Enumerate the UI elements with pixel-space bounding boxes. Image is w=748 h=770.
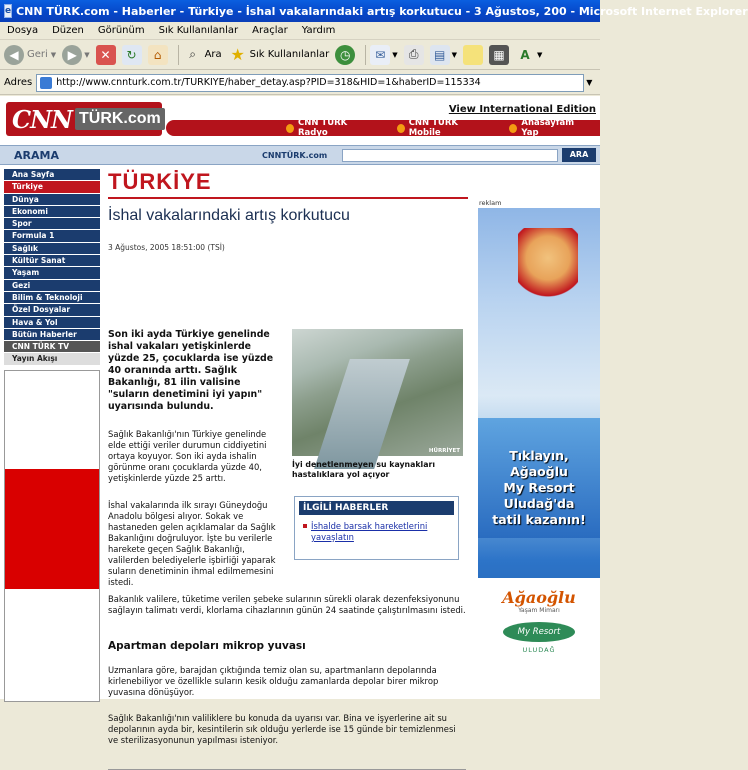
refresh-button[interactable] bbox=[122, 45, 142, 65]
home-button[interactable] bbox=[148, 45, 168, 65]
print-button[interactable] bbox=[404, 45, 424, 65]
nav-hava-yol[interactable]: Hava & Yol bbox=[4, 317, 100, 329]
research-icon: ▦ bbox=[489, 45, 509, 65]
ie-icon: e bbox=[5, 6, 12, 16]
search-domain-label: CNNTÜRK.com bbox=[262, 150, 328, 160]
ad-text-line: Tıklayın, bbox=[509, 448, 569, 463]
mail-button[interactable] bbox=[370, 45, 397, 65]
nav-ekonomi[interactable]: Ekonomi bbox=[4, 206, 100, 218]
ad-logo-area bbox=[478, 578, 600, 678]
ad-resort-badge: My Resort bbox=[503, 622, 575, 642]
home-icon: ⌂ bbox=[148, 45, 168, 65]
section-divider bbox=[108, 197, 468, 199]
edit-page-icon: ▤ bbox=[430, 45, 450, 65]
discuss-button[interactable] bbox=[463, 45, 483, 65]
site-search-button[interactable]: ARA bbox=[562, 148, 596, 162]
logo-cnn-text: CNN bbox=[12, 104, 72, 134]
article-paragraph-1: Sağlık Bakanlığı'nın Türkiye genelinde elde ettiği veriler durumun ciddiyetini ortaya koyuyor. Son iki ayda ishalin görünme oranı çocuklarda yüzde 40, yetişkinlerde yüzde 25 arttı. bbox=[108, 429, 267, 483]
address-input[interactable] bbox=[36, 74, 584, 92]
messenger-button[interactable] bbox=[515, 45, 542, 65]
ad-text-line: tatil kazanın! bbox=[492, 512, 586, 527]
mail-dropdown-icon[interactable]: ▼ bbox=[392, 50, 398, 59]
history-icon: ◷ bbox=[335, 45, 355, 65]
article-paragraph-2: İshal vakalarında ilk sırayı Güneydoğu Anadolu bölgesi alıyor. Sokak ve hastaneden gelen açıklamalar da Sağlık Bakanlığını doğruluyor. İşte bu verilerle harekete geçen Sağlık Bakanlığı, valilerden belediyelerle işbirliği yaparak suların denetiminin ihmal edilmemesini istedi. bbox=[108, 500, 276, 587]
star-icon: ★ bbox=[230, 45, 245, 64]
radio-icon bbox=[286, 124, 294, 133]
search-icon: ⌕ bbox=[189, 47, 196, 61]
menu-view[interactable]: Görünüm bbox=[97, 25, 145, 36]
menu-tools[interactable]: Araçlar bbox=[252, 25, 288, 36]
search-title: ARAMA bbox=[14, 148, 59, 162]
favorites-button[interactable] bbox=[228, 45, 330, 65]
nav-saglik[interactable]: Sağlık bbox=[4, 243, 100, 255]
browser-toolbar bbox=[0, 40, 600, 70]
menu-favorites[interactable]: Sık Kullanılanlar bbox=[158, 25, 239, 36]
radio-link[interactable] bbox=[286, 118, 371, 138]
left-banner-ad[interactable] bbox=[4, 370, 100, 702]
radio-label: CNN TÜRK Radyo bbox=[297, 118, 348, 138]
search-button[interactable] bbox=[183, 45, 222, 65]
left-ad-red-block bbox=[5, 469, 99, 589]
edit-dropdown-icon[interactable]: ▼ bbox=[451, 50, 458, 59]
menu-edit[interactable]: Düzen bbox=[52, 25, 84, 36]
nav-spor[interactable]: Spor bbox=[4, 218, 100, 230]
forward-button[interactable] bbox=[62, 45, 89, 65]
menu-help[interactable]: Yardım bbox=[301, 25, 336, 36]
refresh-icon: ↻ bbox=[122, 45, 142, 65]
address-url: http://www.cnnturk.com.tr/TURKIYE/haber_detay.asp?PID=318&HID=1&haberID=115334 bbox=[56, 77, 481, 88]
nav-bilim-teknoloji[interactable]: Bilim & Teknoloji bbox=[4, 292, 100, 304]
article-paragraph-5: Sağlık Bakanlığı'nın valiliklere bu konuda da uyarısı var. Bina ve işyerlerine ait su depolarının ayda bir, kesintilerin sık olduğu yerlerde ise 15 günde bir temizlenmesi ve sterilizasyonunun yapılması isteniyor. bbox=[108, 713, 456, 745]
left-navigation bbox=[4, 169, 100, 366]
address-bar bbox=[0, 71, 600, 95]
stop-button[interactable] bbox=[96, 45, 116, 65]
ad-text bbox=[478, 448, 600, 528]
address-dropdown-icon[interactable]: ▼ bbox=[586, 78, 593, 87]
ad-label: reklam bbox=[479, 199, 502, 207]
ad-text-line: My Resort bbox=[503, 480, 575, 495]
mobile-label: CNN TÜRK Mobile bbox=[408, 118, 458, 138]
site-quicklinks-bar bbox=[166, 120, 600, 136]
page-icon bbox=[40, 77, 52, 89]
section-title: TÜRKİYE bbox=[108, 169, 212, 194]
international-edition-link[interactable]: View International Edition bbox=[448, 104, 596, 115]
article-lead: Son iki ayda Türkiye genelinde ishal vakaları yetişkinlerde yüzde 25, çocuklarda ise yüzde 40 oranında arttı. Sağlık Bakanlığı, 81 ilin valisine "suların denetimini iyi yapın" uyarısında bulundu. bbox=[108, 329, 274, 412]
site-header bbox=[0, 96, 600, 144]
related-news-link-text: İshalde barsak hareketlerini yavaşlatın bbox=[311, 521, 428, 542]
photo-caption: İyi denetlenmeyen su kaynakları hastalıklara yol açıyor bbox=[292, 460, 436, 479]
nav-formula1[interactable]: Formula 1 bbox=[4, 230, 100, 242]
related-news-title: İLGİLİ HABERLER bbox=[299, 501, 454, 515]
toolbar-separator bbox=[365, 45, 366, 65]
cnnturk-logo[interactable] bbox=[6, 102, 162, 136]
note-icon bbox=[463, 45, 483, 65]
messenger-dropdown-icon[interactable]: ▼ bbox=[537, 50, 543, 59]
homepage-label: Anasayfam Yap bbox=[521, 118, 575, 138]
mobile-link[interactable] bbox=[397, 118, 484, 138]
back-arrow-icon: ◀ bbox=[4, 45, 24, 65]
print-icon: ⎙ bbox=[404, 45, 424, 65]
nav-yasam[interactable]: Yaşam bbox=[4, 267, 100, 279]
stop-icon: ✕ bbox=[96, 45, 116, 65]
article-headline: İshal vakalarındaki artış korkutucu bbox=[108, 207, 350, 224]
right-banner-ad[interactable] bbox=[478, 208, 600, 678]
logo-turk-text: TÜRK.com bbox=[75, 108, 165, 130]
address-label: Adres bbox=[4, 77, 33, 88]
homepage-link[interactable] bbox=[509, 118, 586, 138]
article bbox=[108, 169, 474, 745]
nav-dunya[interactable]: Dünya bbox=[4, 194, 100, 206]
history-button[interactable] bbox=[335, 45, 355, 65]
menu-bar bbox=[0, 22, 600, 40]
edit-button[interactable] bbox=[430, 45, 457, 65]
page-viewport bbox=[0, 96, 600, 745]
site-search-input[interactable] bbox=[342, 149, 558, 162]
toolbar-separator bbox=[178, 45, 179, 65]
nav-cnnturk-tv: CNN TÜRK TV bbox=[4, 341, 100, 353]
article-subheading: Apartman depoları mikrop yuvası bbox=[108, 640, 306, 652]
ad-brand-logo: Ağaoğlu bbox=[502, 588, 576, 607]
ad-place: ULUDAĞ bbox=[522, 646, 556, 654]
ad-skier-image bbox=[518, 228, 578, 303]
homepage-icon bbox=[509, 124, 517, 133]
nav-yayin-akisi[interactable]: Yayın Akışı bbox=[4, 353, 100, 365]
research-button[interactable] bbox=[489, 45, 509, 65]
article-photo[interactable] bbox=[292, 329, 463, 456]
related-news-link[interactable] bbox=[303, 521, 450, 543]
back-button[interactable] bbox=[4, 45, 56, 65]
ad-text-line: Ağaoğlu bbox=[510, 464, 568, 479]
ad-text-line: Uludağ'da bbox=[503, 496, 575, 511]
nav-turkiye[interactable]: Türkiye bbox=[4, 181, 100, 193]
bullet-icon bbox=[303, 524, 307, 528]
favorites-label: Sık Kullanılanlar bbox=[249, 49, 330, 60]
forward-dropdown-icon[interactable]: ▼ bbox=[84, 50, 90, 59]
window-title-bar bbox=[0, 0, 748, 22]
related-news-box bbox=[294, 496, 459, 560]
nav-ozel-dosyalar[interactable]: Özel Dosyalar bbox=[4, 304, 100, 316]
mail-icon: ✉ bbox=[370, 45, 390, 65]
article-paragraph-4: Uzmanlara göre, barajdan çıktığında temiz olan su, apartmanların depolarında kirlenebiliyor ve özellikle suların kesik olduğu zamanlarda depolar birer mikrop yuvasına dönüşüyor. bbox=[108, 665, 439, 697]
site-search-bar bbox=[0, 145, 600, 165]
nav-butun-haberler[interactable]: Bütün Haberler bbox=[4, 329, 100, 341]
menu-file[interactable]: Dosya bbox=[7, 25, 39, 36]
back-dropdown-icon[interactable]: ▼ bbox=[50, 50, 57, 59]
back-label: Geri bbox=[27, 49, 48, 60]
photo-canal bbox=[314, 359, 410, 469]
article-paragraph-3: Bakanlık valilere, tüketime verilen şebeke sularının sürekli olarak dezenfeksiyonunu sağlayın talimatı verdi, klorlama cihazlarının günün 24 saatinde çalıştırılmasını istedi. bbox=[108, 594, 466, 615]
messenger-icon: A bbox=[520, 47, 530, 62]
nav-kultur-sanat[interactable]: Kültür Sanat bbox=[4, 255, 100, 267]
photo-credit: HÜRRİYET bbox=[428, 448, 460, 454]
mobile-icon bbox=[397, 124, 405, 133]
search-label: Ara bbox=[204, 49, 222, 60]
forward-arrow-icon: ▶ bbox=[62, 45, 82, 65]
ad-brand-tagline: Yaşam Mimarı bbox=[518, 607, 560, 614]
nav-ana-sayfa[interactable]: Ana Sayfa bbox=[4, 169, 100, 181]
nav-gezi[interactable]: Gezi bbox=[4, 280, 100, 292]
article-date: 3 Ağustos, 2005 18:51:00 (TSİ) bbox=[108, 243, 225, 252]
window-title: CNN TÜRK.com - Haberler - Türkiye - İshal vakalarındaki artış korkutucu - 3 Ağustos, 200 - Microsoft Internet Explorer bbox=[16, 4, 748, 18]
